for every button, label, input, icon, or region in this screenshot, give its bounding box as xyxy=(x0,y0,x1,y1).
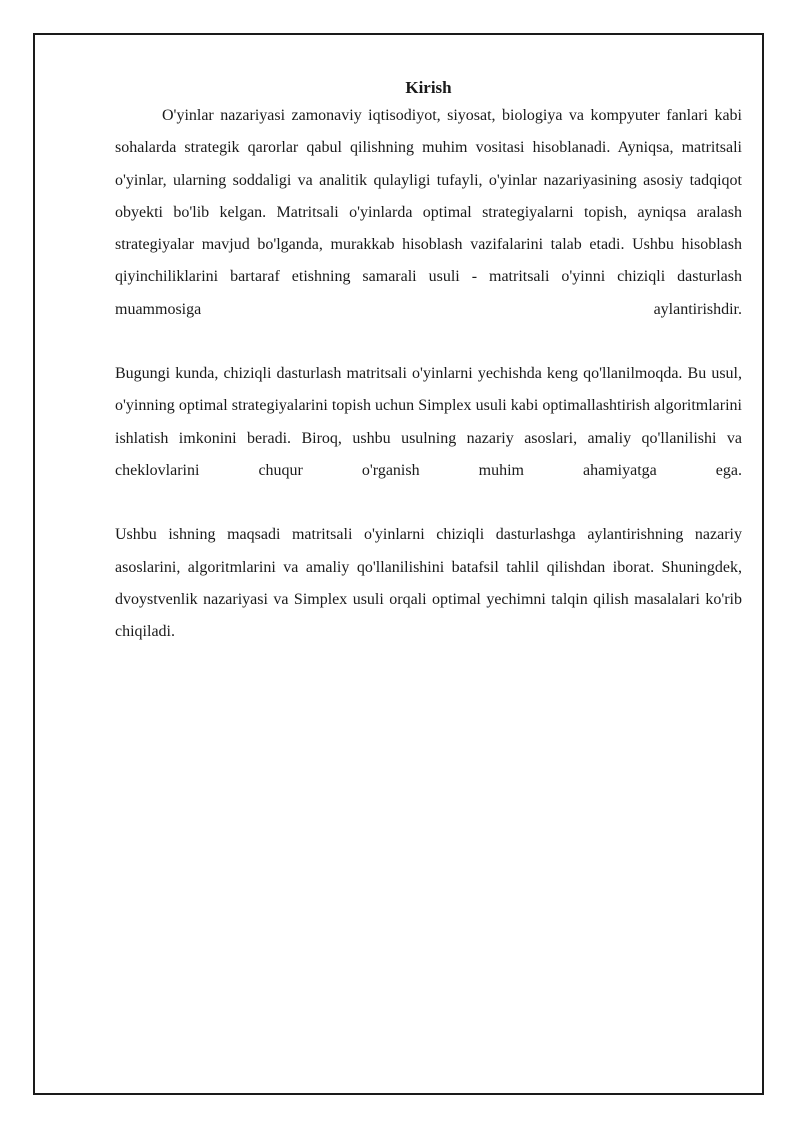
document-body xyxy=(115,76,742,648)
paragraph-intro: O'yinlar nazariyasi zamonaviy iqtisodiyot, siyosat, biologiya va kompyuter fanlari kabi sohalarda strategik qarorlar qabul qilishning muhim vositasi hisoblanadi. Ayniqsa, matritsali o'yinlar, ularning soddaligi va analitik qulayligi tufayli, o'yinlar nazariyasining asosiy tadqiqot obyekti bo'lib kelgan. Matritsali o'yinlarda optimal strategiyalarni topish, ayniqsa aralash strategiyalar mavjud bo'lganda, murakkab hisoblash vazifalarini talab etadi. Ushbu hisoblash qiyinchiliklarini bartaraf etishning samarali usuli - matritsali o'yinni chiziqli dasturlash muammosiga aylantirishdir. xyxy=(115,107,742,318)
document-title: Kirish xyxy=(405,78,452,97)
paragraph-spacer xyxy=(115,326,742,358)
paragraph-goal: Ushbu ishning maqsadi matritsali o'yinlarni chiziqli dasturlashga aylantirishning nazariy asoslarini, algoritmlarini va amaliy qo'llanilishini batafsil tahlil qilishdan iborat. Shuningdek, dvoystvenlik nazariyasi va Simplex usuli orqali optimal yechimni talqin qilish masalalari ko'rib chiqiladi. xyxy=(115,526,742,641)
paragraph-spacer xyxy=(115,487,742,519)
paragraph-linear-programming: Bugungi kunda, chiziqli dasturlash matritsali o'yinlarni yechishda keng qo'llanilmoqda. Bu usul, o'yinning optimal strategiyalarini topish uchun Simplex usuli kabi optimallashtirish algoritmlarini ishlatish imkonini beradi. Biroq, ushbu usulning nazariy asoslari, amaliy qo'llanilishi va cheklovlarini chuqur o'rganish muhim ahamiyatga ega. xyxy=(115,365,742,479)
